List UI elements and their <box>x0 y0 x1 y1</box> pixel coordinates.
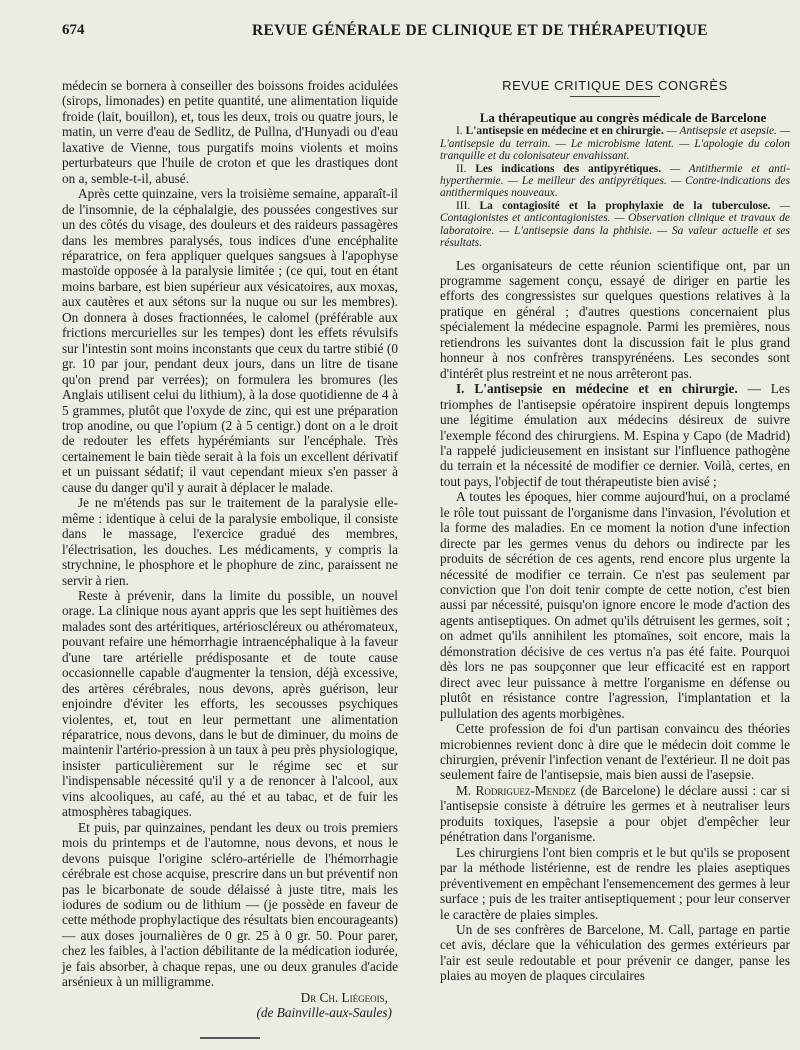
page-number: 674 <box>62 22 85 38</box>
paragraph <box>440 381 790 489</box>
summary-numeral: III. <box>456 199 471 212</box>
paragraph: Les organisateurs de cette réunion scientifique ont, par un programme sagement conçu, essayé de diriger en partie les efforts des congressistes sur quelques questions relatives à la pratique en général ; d'autres questions concernaient plus spécialement la médecine espagnole. Parmi les premières, nous retiendrons les suivantes dont la discussion fait le plus grand honneur à nos confrères transpyrénéens. Les secondes sont d'intérêt plus restreint et ne nous arrêteront pas. <box>440 257 790 381</box>
paragraph: médecin se bornera à conseiller des boissons froides acidulées (sirops, limonades) en petite quantité, une alimentation liquide froide (lait, bouillon), et, tous les deux, trois ou quatre jours, le matin, un verre d'eau de Sedlitz, de Pullna, d'Hunyadi ou d'eau laxative de Vienne, tous purgatifs moins violents et moins perturbateurs que l'huile de croton et que les drastiques dont on a, semble-t-il, abusé. <box>62 78 398 186</box>
summary-numeral: I. <box>456 125 463 138</box>
summary-head: L'antisepsie en médecine et en chirurgie. <box>465 125 664 138</box>
paragraph: Reste à prévenir, dans la limite du possible, un nouvel orage. La clinique nous ayant appris que les sept huitièmes des malades sont des artéritiques, artérioscléreux ou athéromateux, pouvant refaire une hémorrhagie intraencéphalique à la faveur d'une tare artérielle prédisposante et de toute cause occasionnelle capable d'augmenter la tension, déjà excessive, des artères cérébrales, nous devons, après guérison, leur enjoindre d'éviter les efforts, les secousses psychiques violentes, et, tout en leur permettant une alimentation réparatrice, nous devons, dans le but de diminuer, du moins de maintenir l'artério-pression à un taux à peu près physiologique, insister particulièrement sur le régime sec et sur l'indispensable nécessité qu'il y a de renoncer à l'alcool, aux vins alcooliques, au café, au thé et au tabac, et de fuir les atmosphères tabagiques. <box>62 587 398 820</box>
left-column <box>62 78 398 1040</box>
paragraph: Les chirurgiens l'ont bien compris et le but qu'ils se proposent par la méthode listérienne, est de rendre les plaies aseptiques préventivement en empêchant l'ensemencement des germes à leur surface ; puis de les traiter antiseptiquement ; pour leur conserver le caractère de plaies simples. <box>440 844 790 922</box>
summary-head: La contagiosité et la prophylaxie de la tuberculose. <box>479 199 771 212</box>
summary-text: — Antisepsie et asepsie. — L'antisepsie du terrain. — Le microbisme latent. — L'apologie du colon tranquille et du colonisateur envahissant. <box>440 125 790 163</box>
article-title: La thérapeutique au congrès médicale de Barcelone <box>479 110 767 126</box>
section-label <box>440 78 790 97</box>
paragraph: Après cette quinzaine, vers la troisième semaine, apparaît-il de l'insomnie, de la céphalalgie, des poussées congestives sur un des côtés du visage, des douleurs et des raideurs passagères dans les membres paralysés, tous indices d'une encéphalite réparatrice, on fera appliquer quelques sangsues à l'apophyse mastoïde opposée à la paralysie limitée ; (ce qui, tout en étant moins barbare, est bien supérieur aux vésicatoires, aux moxas, aux cautères et aux sétons sur la nuque ou sur les membres). On donnera à doses fractionnées, le calomel (préférable aux frictions mercurielles sur les tempes) dont les effets révulsifs sur l'intestin sont moins inconstants que ceux du tartre stibié (0 gr. 10 par jour, pendant deux jours, dans un litre de tisane qu'on prend par verrées); on formulera les bromures (les Anglais utilisent celui du lithium), à la dose quotidienne de 4 à 5 grammes, plutôt que l'oxyde de zinc, qui est une préparation trop anodine, ou que l'opium (2 à 5 centigr.) dont on a le droit de redouter les effets hypérémiants sur l'encéphale. Très certainement le bain tiède serait à la fois un excellent dérivatif et un puissant sédatif; il vaut cependant mieux s'en passer à cause du danger qu'il y aurait à déplacer le malade. <box>62 186 398 495</box>
paragraph: Et puis, par quinzaines, pendant les deux ou trois premiers mois du printemps et de l'automne, nous devons, et nous le devons puisque l'origine scléro-artérielle de l'hémorrhagie cérébrale est chose acquise, prescrire dans un but préventif non pas le bicarbonate de soude délaissé à juste titre, mais les iodures de sodium ou de lithium — (je possède en faveur de cette méthode prophylactique des résultats bien encourageants) — aux doses journalières de 0 gr. 25 à 0 gr. 50. Pour parer, chez les faibles, à l'action débilitante de la médication iodurée, je fais absorber, à chaque repas, une ou deux granules d'acide arsénieux à un milligramme. <box>62 819 398 990</box>
paragraph: Cette profession de foi d'un partisan convaincu des théories microbiennes revient donc à dire que le médecin doit comme le chirurgien, prévenir l'infection venant de l'extérieur. Il ne doit pas seulement faire de l'antisepsie, mais bien aussi de l'asepsie. <box>440 721 790 783</box>
summary-head: Les indications des antipyrétiques. <box>475 162 662 175</box>
summary-numeral: II. <box>456 162 467 175</box>
section-label-text: REVUE CRITIQUE DES CONGRÈS <box>502 78 728 93</box>
section-rule <box>570 96 660 97</box>
paragraph: Je ne m'étends pas sur le traitement de la paralysie elle-même : identique à celui de la paralysie embolique, il consiste dans le massage, l'exercice gradué des membres, l'électrisation, les douches. Les médicaments, y compris la strychnine, le phosphore et le phophure de zinc, paraissent ne servir à rien. <box>62 495 398 588</box>
author-place: (de Bainville-aux-Saules) <box>256 1005 392 1021</box>
paragraph: A toutes les époques, hier comme aujourd'hui, on a proclamé le rôle tout puissant de l'organisme dans l'invasion, l'évolution et la forme des maladies. En ce moment la notion d'une infection directe par les germes venus du dehors ou indirecte par les produits de sécrétion de ces agents, rend encore plus urgente la nécessité de modifier ce terrain. Ce n'est pas seulement par conviction que l'on doit tenir compte de cette notion, c'est bien aussi par nécessité, puisqu'on ignore encore le mode d'action des agents antiseptiques. On admet qu'ils détruisent les germes, soit ; on admet qu'ils annihilent les ptomaïnes, soit encore, mais la démonstration décisive de ces vertus n'a pas été faite. Pourquoi dès lors ne pas soupçonner que leur efficacité est en rapport direct avec leur puissance à mettre l'organisme en défense ou plutôt en résistance contre l'agression, l'implantation et la pullulation des agents morbigènes. <box>440 489 790 721</box>
section-text: — Les triomphes de l'antisepsie opératoire inspirent depuis longtemps une légitime émulation aux médecins désireux de suivre l'exemple fécond des chirurgiens. M. Espina y Capo (de Madrid) l'a rappelé judicieusement en insistant sur l'influence pathogène du terrain et la nécessité de modifier ce dernier. Voilà, certes, en tout pays, l'objectif de tout thérapeutiste bien avisé ; <box>440 381 790 489</box>
summary-item <box>440 163 790 200</box>
paragraph-text: (de Barcelone) le déclare aussi : car si l'antisepsie consiste à détruire les germes et à neutraliser leurs produits toxiques, l'asepsie a pour objet d'empêcher leur pénétration dans l'organisme. <box>440 782 790 845</box>
author-name: Dr Ch. Liégeois, <box>300 989 388 1005</box>
running-title: REVUE GÉNÉRALE DE CLINIQUE ET DE THÉRAPEUTIQUE <box>252 22 708 39</box>
summary-text: — Contagionistes et anticontagionistes. — Observation clinique et travaux de laboratoire. — L'antisepsie dans la phthisie. — Sa valeur actuelle et ses résultats. <box>440 199 790 250</box>
right-column <box>440 78 790 984</box>
article-summary <box>440 125 790 249</box>
summary-item <box>440 200 790 250</box>
summary-text: — Antithermie et anti-hyperthermie. — Le meilleur des antipyrétiques. — Contre-indications des antithermiques nouveaux. <box>440 162 790 200</box>
author-signature <box>62 990 398 1005</box>
section-heading: I. L'antisepsie en médecine et en chirurgie. <box>456 381 738 397</box>
end-rule <box>200 1037 260 1040</box>
summary-item <box>440 125 790 162</box>
person-name: M. Rodriguez-Mendez <box>456 782 577 798</box>
page-header <box>0 22 800 46</box>
paragraph <box>440 783 790 845</box>
paragraph: Un de ses confrères de Barcelone, M. Call, partage en partie cet avis, déclare que la véhiculation des germes extérieurs par l'air est seule redoutable et pour prévenir ce danger, panse les plaies au moyen de plaques circulaires <box>440 922 790 984</box>
